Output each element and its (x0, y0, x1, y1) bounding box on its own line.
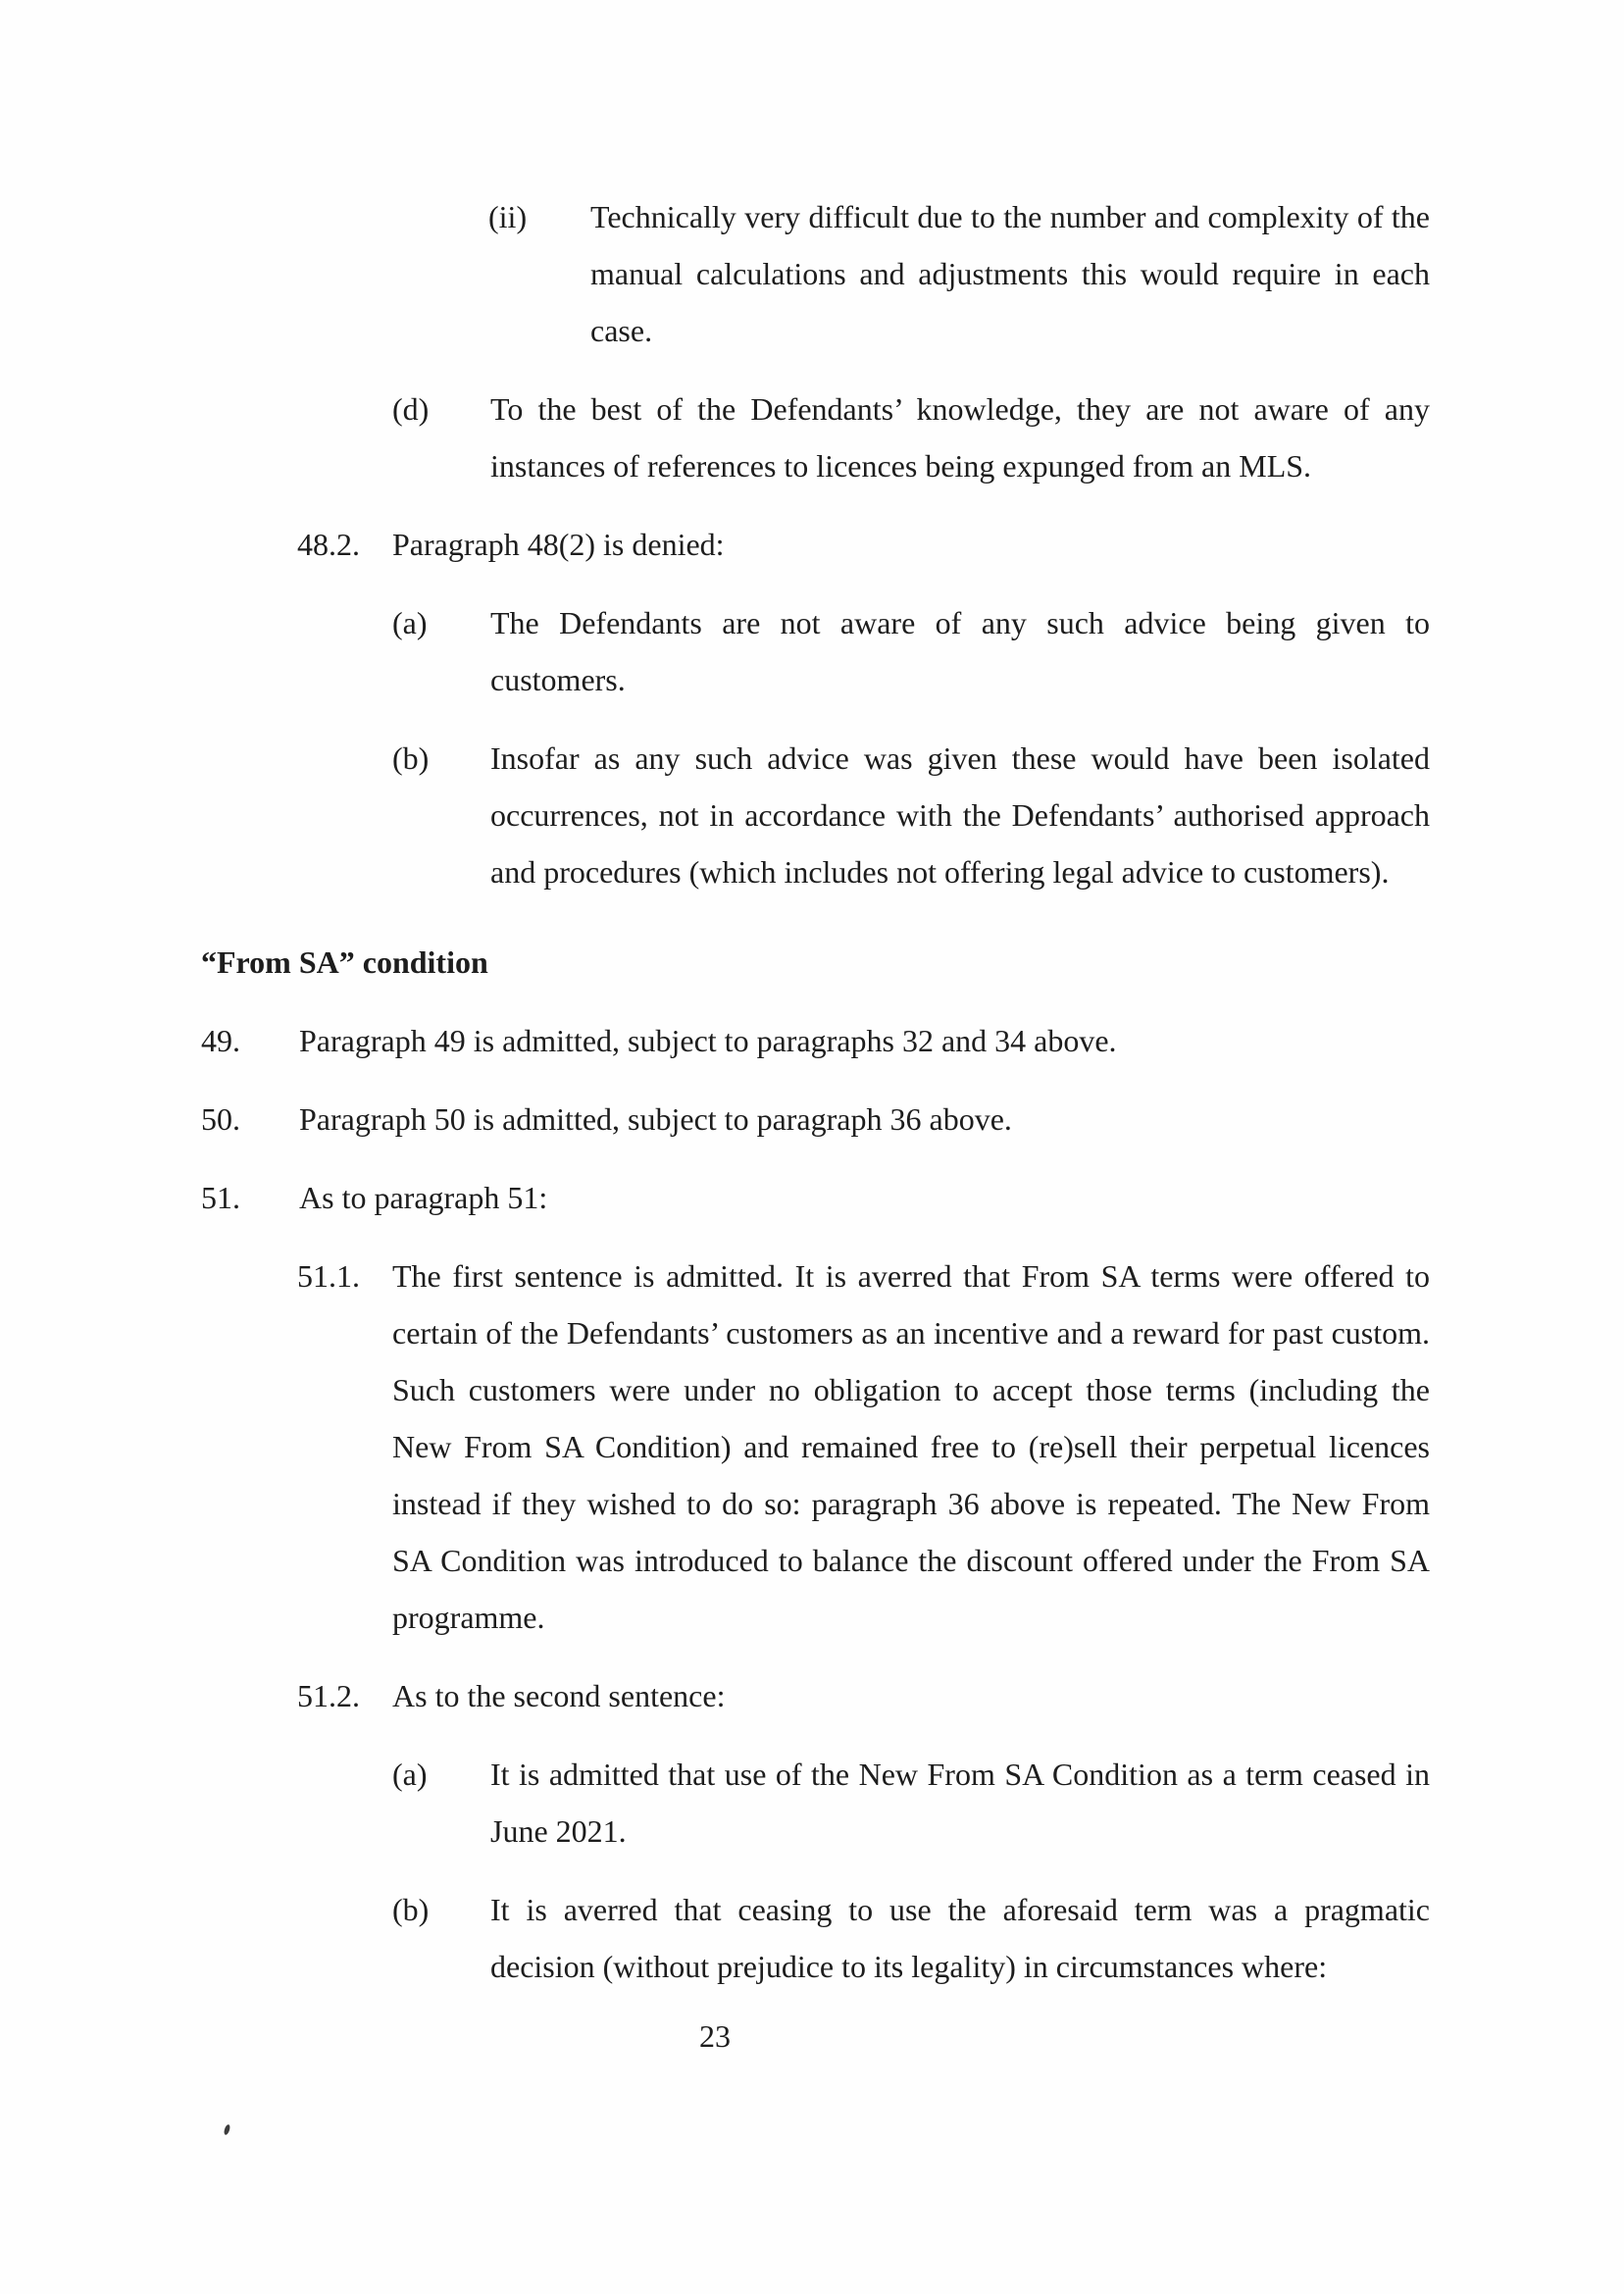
paragraph-marker: (b) (392, 740, 430, 776)
paragraph-text: It is averred that ceasing to use the aforesaid term was a pragmatic decision (without prejudice to its legality) in circumstances where: (490, 1892, 1430, 1984)
paragraph-marker: 51.2. (297, 1678, 360, 1713)
paragraph-48-2-a (0, 594, 1430, 708)
paragraph-ii (0, 188, 1430, 359)
paragraph-marker: 48.2. (297, 527, 360, 562)
paragraph-text: As to the second sentence: (392, 1678, 726, 1713)
paragraph-text: The first sentence is admitted. It is averred that From SA terms were offered to certain of the Defendants’ customers as an incentive and a reward for past custom. Such customers were under no obligation to accept those terms (including the New From SA Condition) and remained free to (re)sell their perpetual licences instead if they wished to do so: paragraph 36 above is repeated. The New From SA Condition was introduced to balance the discount offered under the From SA programme. (392, 1258, 1430, 1635)
page-footer (0, 2016, 1430, 2056)
paragraph-50 (0, 1091, 1430, 1147)
paragraph-marker: 51. (201, 1180, 240, 1215)
paragraph-48-2 (0, 516, 1430, 573)
paragraph-text: Technically very difficult due to the number and complexity of the manual calculations and adjustments this would require in each case. (590, 199, 1430, 348)
section-heading-from-sa-condition: “From SA” condition (201, 944, 488, 980)
paragraph-marker: (d) (392, 391, 430, 427)
paragraph-text: Paragraph 48(2) is denied: (392, 527, 725, 562)
paragraph-text: Paragraph 49 is admitted, subject to paragraphs 32 and 34 above. (299, 1023, 1117, 1058)
paragraph-marker: (ii) (488, 199, 528, 234)
paragraph-text: The Defendants are not aware of any such advice being given to customers. (490, 605, 1430, 697)
paragraph-marker: (b) (392, 1892, 430, 1927)
paragraph-48-2-b (0, 730, 1430, 900)
paragraph-d (0, 381, 1430, 494)
paragraph-marker: 50. (201, 1101, 240, 1137)
paragraph-marker: 49. (201, 1023, 240, 1058)
paragraph-51-1 (0, 1248, 1430, 1646)
paragraph-text: Insofar as any such advice was given these would have been isolated occurrences, not in accordance with the Defendants’ authorised approach and procedures (which includes not offering legal advice to customers). (490, 740, 1430, 890)
paragraph-marker: (a) (392, 605, 428, 640)
paragraph-51 (0, 1169, 1430, 1226)
paragraph-51-2 (0, 1667, 1430, 1724)
paragraph-51-2-a (0, 1746, 1430, 1860)
paragraph-51-2-b (0, 1881, 1430, 1995)
paragraph-text: It is admitted that use of the New From SA Condition as a term ceased in June 2021. (490, 1757, 1430, 1849)
paragraph-marker: 51.1. (297, 1258, 360, 1294)
paragraph-text: Paragraph 50 is admitted, subject to paragraph 36 above. (299, 1101, 1012, 1137)
paragraph-49 (0, 1012, 1430, 1069)
paragraph-marker: (a) (392, 1757, 428, 1792)
page-number: 23 (699, 2018, 731, 2054)
ink-speck-mark (223, 2123, 230, 2135)
paragraph-text: To the best of the Defendants’ knowledge, they are not aware of any instances of references to licences being expunged from an MLS. (490, 391, 1430, 484)
paragraph-text: As to paragraph 51: (299, 1180, 548, 1215)
